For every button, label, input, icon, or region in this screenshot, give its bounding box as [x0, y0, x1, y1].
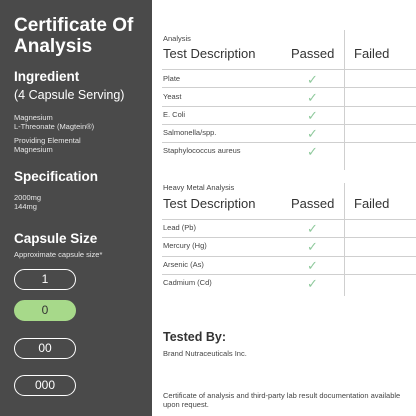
- analysis-label: Analysis: [163, 34, 191, 43]
- test-name: Mercury (Hg): [163, 241, 207, 250]
- check-icon: ✓: [307, 144, 318, 159]
- check-icon: ✓: [307, 239, 318, 254]
- documentation-note: Certificate of analysis and third-party lab result documentation available upon request.: [163, 391, 401, 409]
- heavy-col-passed: Passed: [291, 196, 335, 211]
- serving-size: (4 Capsule Serving): [14, 88, 125, 102]
- capsule-size-1[interactable]: 1: [14, 269, 76, 290]
- check-icon: ✓: [307, 72, 318, 87]
- test-name: Yeast: [163, 92, 182, 101]
- check-icon: ✓: [307, 126, 318, 141]
- capsule-size-heading: Capsule Size: [14, 231, 98, 246]
- table-row: [163, 125, 416, 143]
- analysis-header-divider: [162, 69, 416, 70]
- heavy-col-test: Test Description: [163, 196, 256, 211]
- check-icon: ✓: [307, 108, 318, 123]
- test-name: Staphylococcus aureus: [163, 146, 241, 155]
- table-row: [163, 71, 416, 89]
- test-name: Lead (Pb): [163, 223, 196, 232]
- table-row: [163, 275, 416, 293]
- brand-name: Brand Nutraceuticals Inc.: [163, 349, 247, 358]
- analysis-col-passed: Passed: [291, 46, 335, 61]
- heavy-metal-label: Heavy Metal Analysis: [163, 183, 235, 192]
- spec-value-2: 144mg: [14, 202, 37, 211]
- spec-value-1: 2000mg: [14, 193, 42, 202]
- ingredient-line-1: Magnesium: [14, 113, 53, 122]
- table-row: [163, 220, 416, 238]
- page-title: Certificate Of Analysis: [14, 15, 134, 57]
- test-name: Cadmium (Cd): [163, 278, 212, 287]
- capsule-size-00[interactable]: 00: [14, 338, 76, 359]
- left-panel: [0, 0, 152, 416]
- table-row: [163, 107, 416, 125]
- check-icon: ✓: [307, 258, 318, 273]
- table-row: [163, 89, 416, 107]
- check-icon: ✓: [307, 276, 318, 291]
- ingredient-heading: Ingredient: [14, 69, 80, 84]
- table-row: [163, 143, 416, 161]
- right-panel: [152, 0, 416, 416]
- check-icon: ✓: [307, 90, 318, 105]
- specification-heading: Specification: [14, 169, 99, 184]
- capsule-size-0-selected[interactable]: 0: [14, 300, 76, 321]
- analysis-col-failed: Failed: [354, 46, 390, 61]
- capsule-size-subtitle: Approximate capsule size*: [14, 250, 103, 259]
- ingredient-line-2: L-Threonate (Magtein®): [14, 122, 95, 131]
- heavy-col-failed: Failed: [354, 196, 390, 211]
- table-row: [163, 238, 416, 256]
- test-name: Arsenic (As): [163, 260, 204, 269]
- analysis-col-test: Test Description: [163, 46, 256, 61]
- tested-by-heading: Tested By:: [163, 330, 226, 344]
- table-row: [163, 257, 416, 275]
- test-name: Plate: [163, 74, 181, 83]
- ingredient-line-3: Providing Elemental: [14, 136, 81, 145]
- capsule-size-000[interactable]: 000: [14, 375, 76, 396]
- ingredient-line-4: Magnesium: [14, 145, 53, 154]
- check-icon: ✓: [307, 221, 318, 236]
- test-name: E. Coli: [163, 110, 186, 119]
- test-name: Salmonella/spp.: [163, 128, 217, 137]
